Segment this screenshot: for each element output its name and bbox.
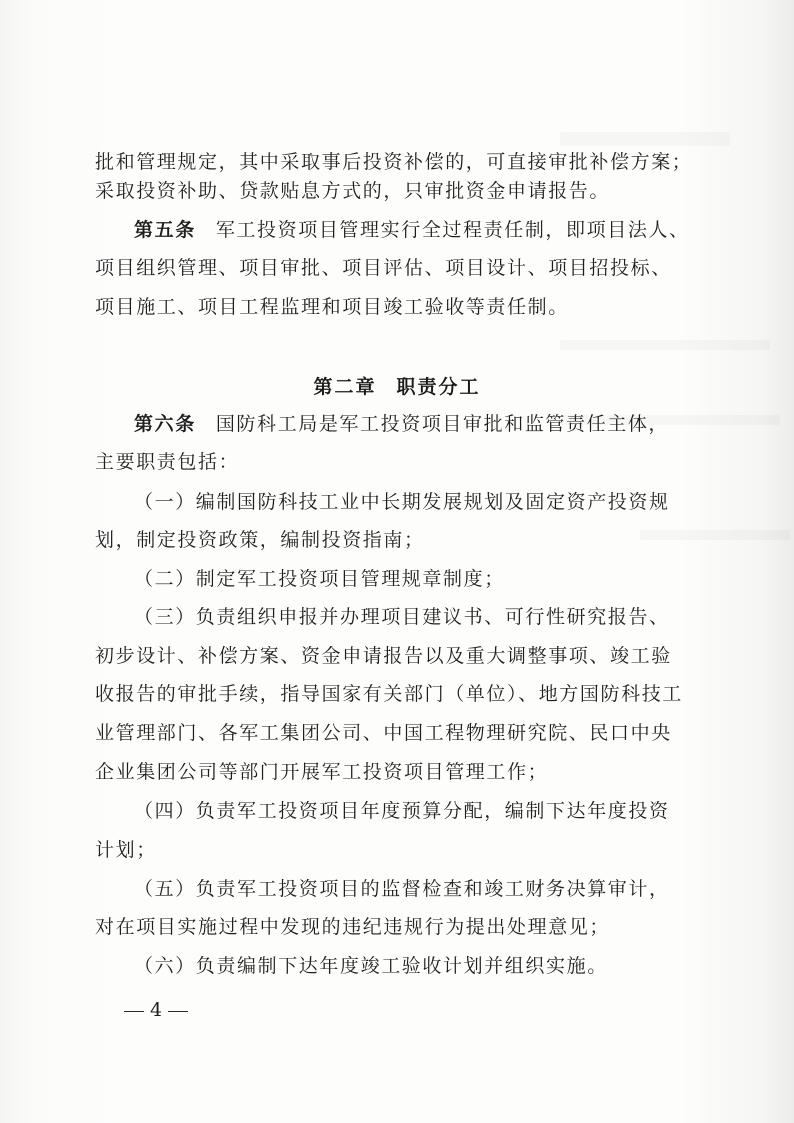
list-item: （五）负责军工投资项目的监督检查和竣工财务决算审计，: [134, 878, 670, 900]
page-number-dash: [168, 1011, 188, 1012]
page-number-value: 4: [150, 999, 163, 1021]
list-item: （四）负责军工投资项目年度预算分配，编制下达年度投资: [134, 800, 670, 822]
list-item-continuation: 划，制定投资政策，编制投资指南；: [95, 529, 425, 551]
paragraph-line: 项目施工、项目工程监理和项目竣工验收等责任制。: [95, 296, 569, 318]
list-item-continuation: 收报告的审批手续，指导国家有关部门（单位）、地方国防科技工: [95, 683, 683, 705]
paragraph-line: 采取投资补助、贷款贴息方式的，只审批资金申请报告。: [95, 180, 611, 202]
paragraph-line: 主要职责包括：: [95, 451, 240, 473]
scan-shadow: [560, 132, 730, 146]
list-item-continuation: 对在项目实施过程中发现的违纪违规行为提出处理意见；: [95, 916, 611, 938]
chapter-number: 第二章: [313, 376, 377, 398]
list-item-continuation: 企业集团公司等部门开展军工投资项目管理工作；: [95, 761, 549, 783]
chapter-heading: [0, 375, 794, 399]
list-item-continuation: 初步设计、补偿方案、资金申请报告以及重大调整事项、竣工验: [95, 645, 672, 667]
list-item: （一）编制国防科技工业中长期发展规划及固定资产投资规: [134, 491, 670, 513]
list-item: （六）负责编制下达年度竣工验收计划并组织实施。: [134, 955, 608, 977]
article-6: [134, 412, 669, 436]
page-number-dash: [124, 1011, 144, 1012]
list-item: （二）制定军工投资项目管理规章制度；: [134, 568, 505, 590]
list-item: （三）负责组织申报并办理项目建议书、可行性研究报告、: [134, 606, 670, 628]
article-5-label: 第五条: [134, 219, 196, 241]
article-6-label: 第六条: [134, 413, 196, 435]
paragraph-line: 批和管理规定，其中采取事后投资补偿的，可直接审批补偿方案；: [95, 151, 693, 173]
page-number: [118, 998, 194, 1022]
article-6-text: 国防科工局是军工投资项目审批和监管责任主体，: [215, 413, 670, 435]
article-5-text: 军工投资项目管理实行全过程责任制，即项目法人、: [215, 219, 690, 241]
chapter-title: 职责分工: [396, 376, 481, 398]
list-item-continuation: 业管理部门、各军工集团公司、中国工程物理研究院、民口中央: [95, 722, 672, 744]
list-item-continuation: 计划；: [95, 839, 157, 861]
scan-shadow: [560, 340, 770, 350]
article-5: [134, 218, 690, 242]
paragraph-line: 项目组织管理、项目审批、项目评估、项目设计、项目招投标、: [95, 257, 672, 279]
scan-shadow: [640, 530, 790, 540]
